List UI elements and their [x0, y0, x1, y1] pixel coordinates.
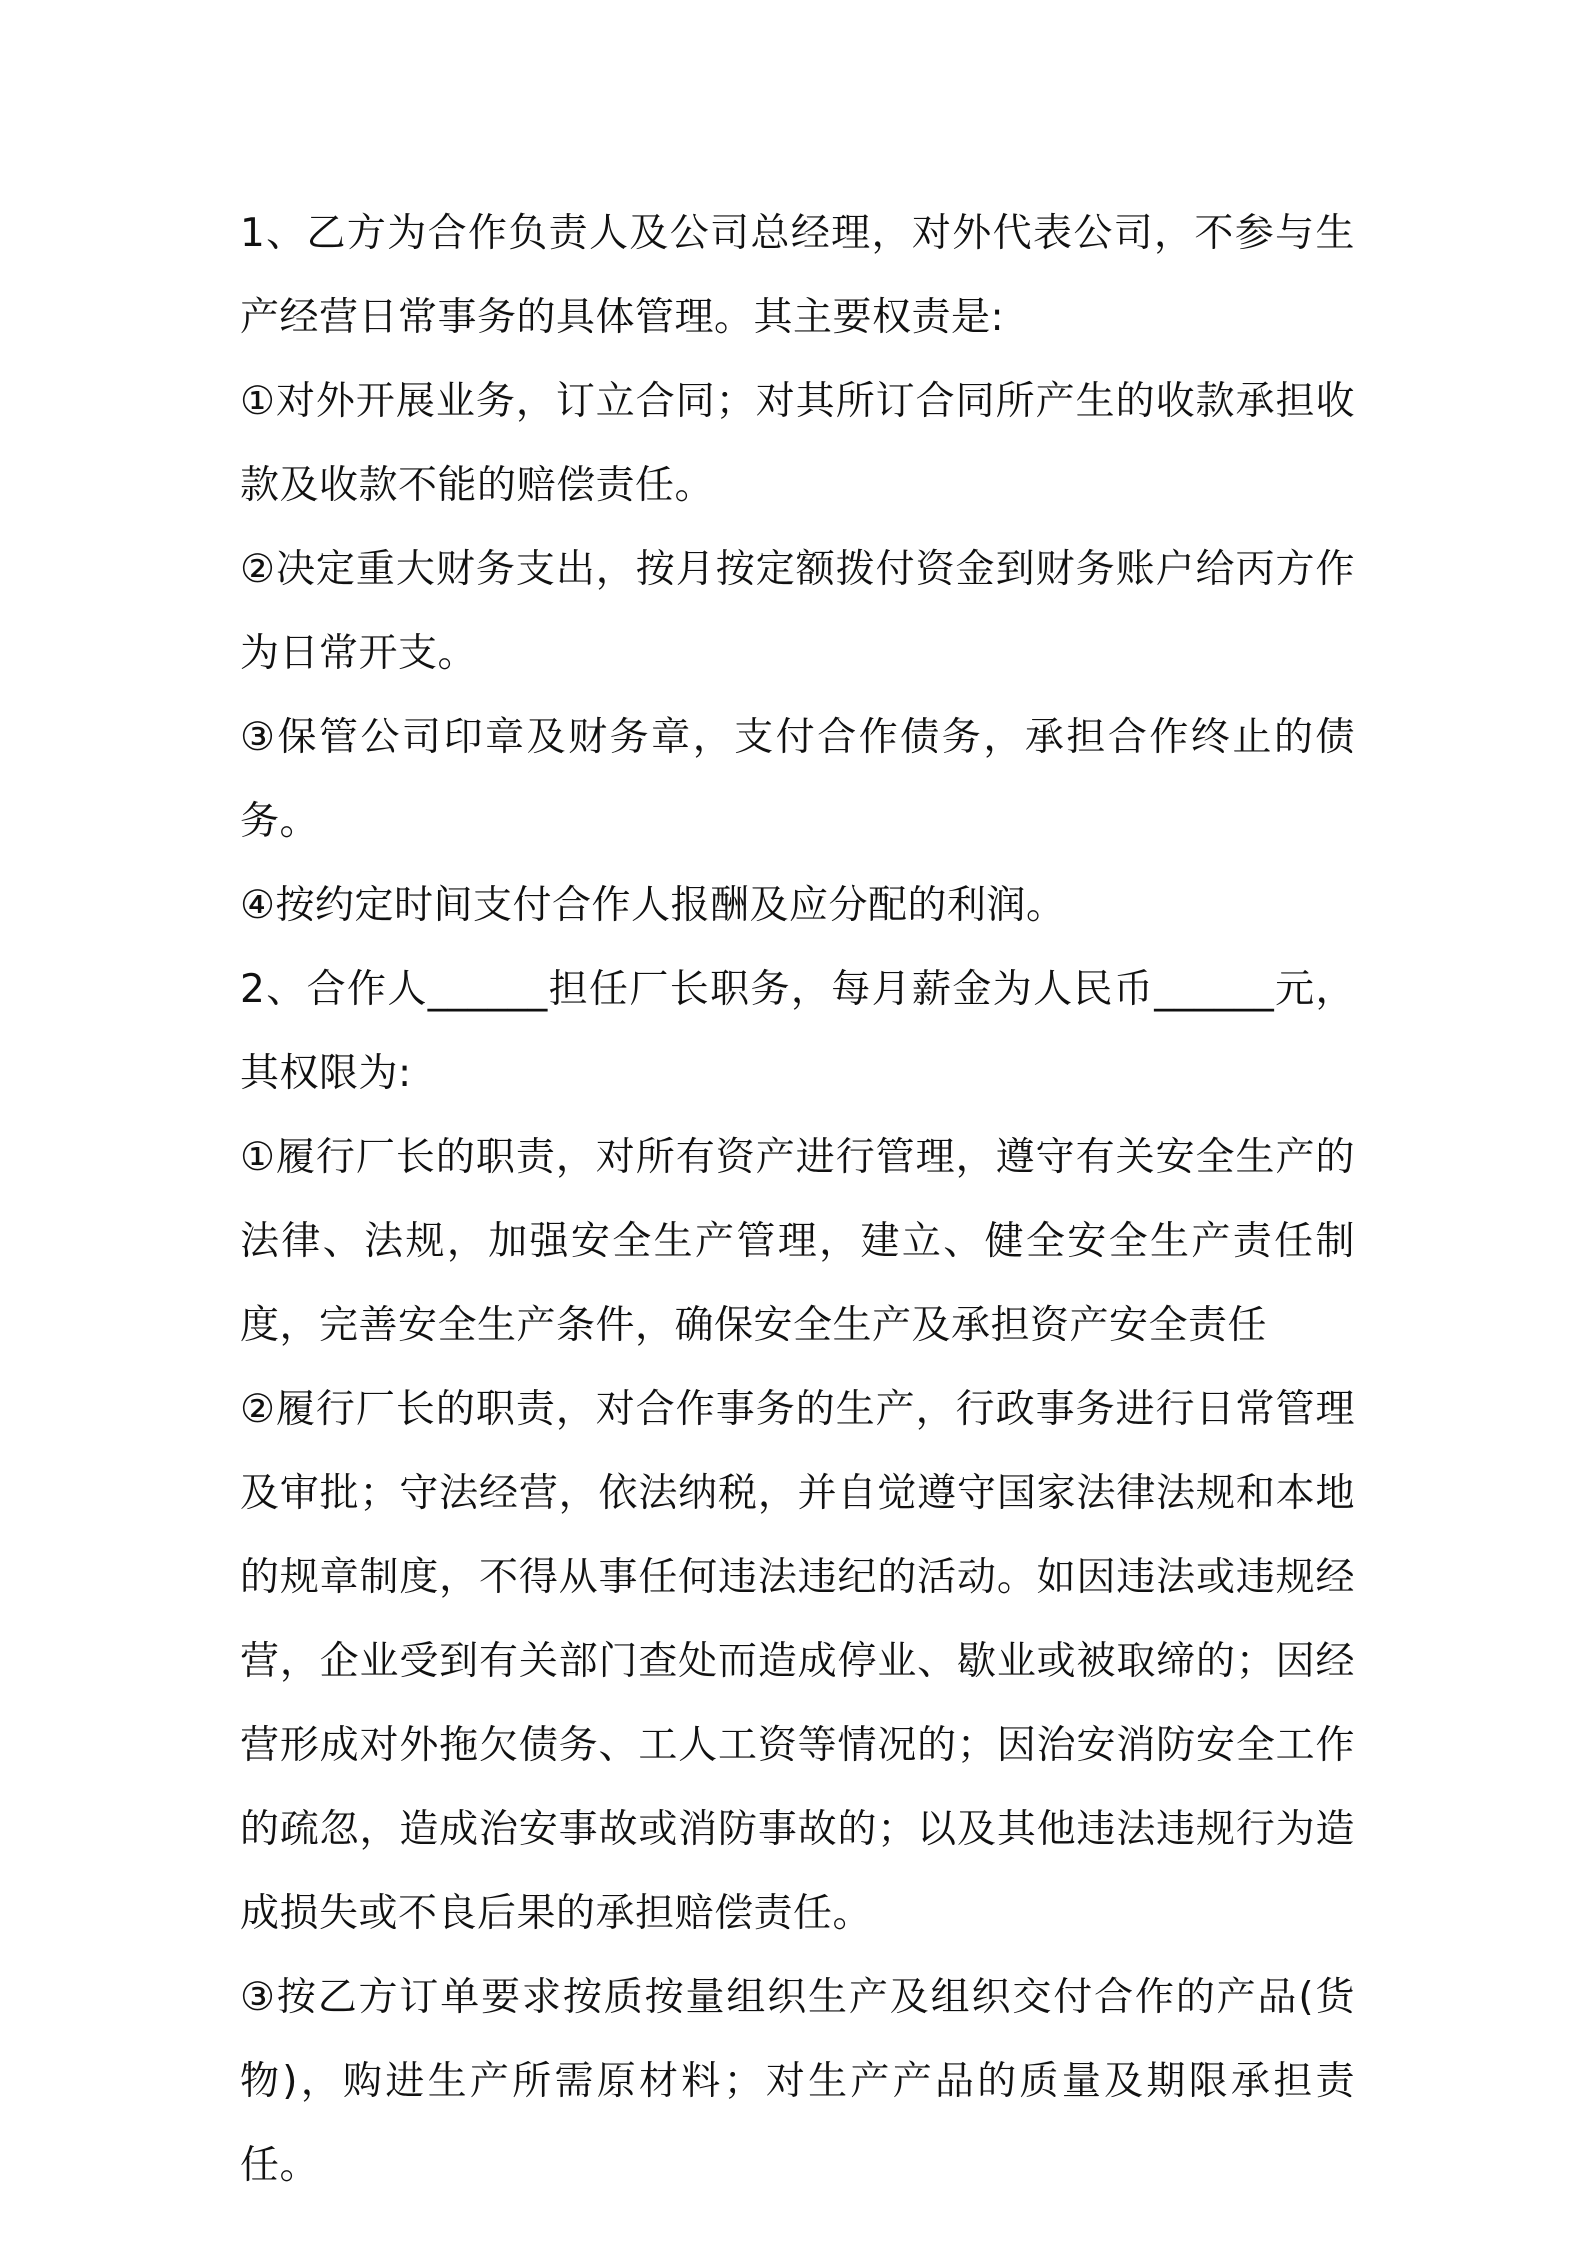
clause-1-item-4: ④按约定时间支付合作人报酬及应分配的利润。: [240, 883, 1066, 928]
clause-2-heading: 2、合作人______担任厂长职务，每月薪金为人民币______元，其权限为:: [240, 967, 1355, 1096]
clause-1-item-1: ①对外开展业务，订立合同；对其所订合同所产生的收款承担收款及收款不能的赔偿责任。: [240, 379, 1355, 508]
clause-1-item-3: ③保管公司印章及财务章，支付合作债务，承担合作终止的债务。: [240, 715, 1355, 844]
clause-2-item-3: ③按乙方订单要求按质按量组织生产及组织交付合作的产品(货物)，购进生产所需原材料；对生产产品的质量及期限承担责任。: [240, 1975, 1355, 2188]
clause-2-item-2: ②履行厂长的职责，对合作事务的生产，行政事务进行日常管理及审批；守法经营，依法纳税，并自觉遵守国家法律法规和本地的规章制度，不得从事任何违法违纪的活动。如因违法或违规经营，企业受到有关部门查处而造成停业、歇业或被取缔的；因经营形成对外拖欠债务、工人工资等情况的；因治安消防安全工作的疏忽，造成治安事故或消防事故的；以及其他违法违规行为造成损失或不良后果的承担赔偿责任。: [240, 1387, 1355, 1936]
clause-1-item-2: ②决定重大财务支出，按月按定额拨付资金到财务账户给丙方作为日常开支。: [240, 547, 1355, 676]
clause-1-heading: 1、乙方为合作负责人及公司总经理，对外代表公司，不参与生产经营日常事务的具体管理。其主要权责是:: [240, 211, 1355, 340]
document-body: [240, 192, 1355, 2208]
clause-2-item-1: ①履行厂长的职责，对所有资产进行管理，遵守有关安全生产的法律、法规，加强安全生产管理，建立、健全安全生产责任制度，完善安全生产条件，确保安全生产及承担资产安全责任: [240, 1135, 1355, 1348]
